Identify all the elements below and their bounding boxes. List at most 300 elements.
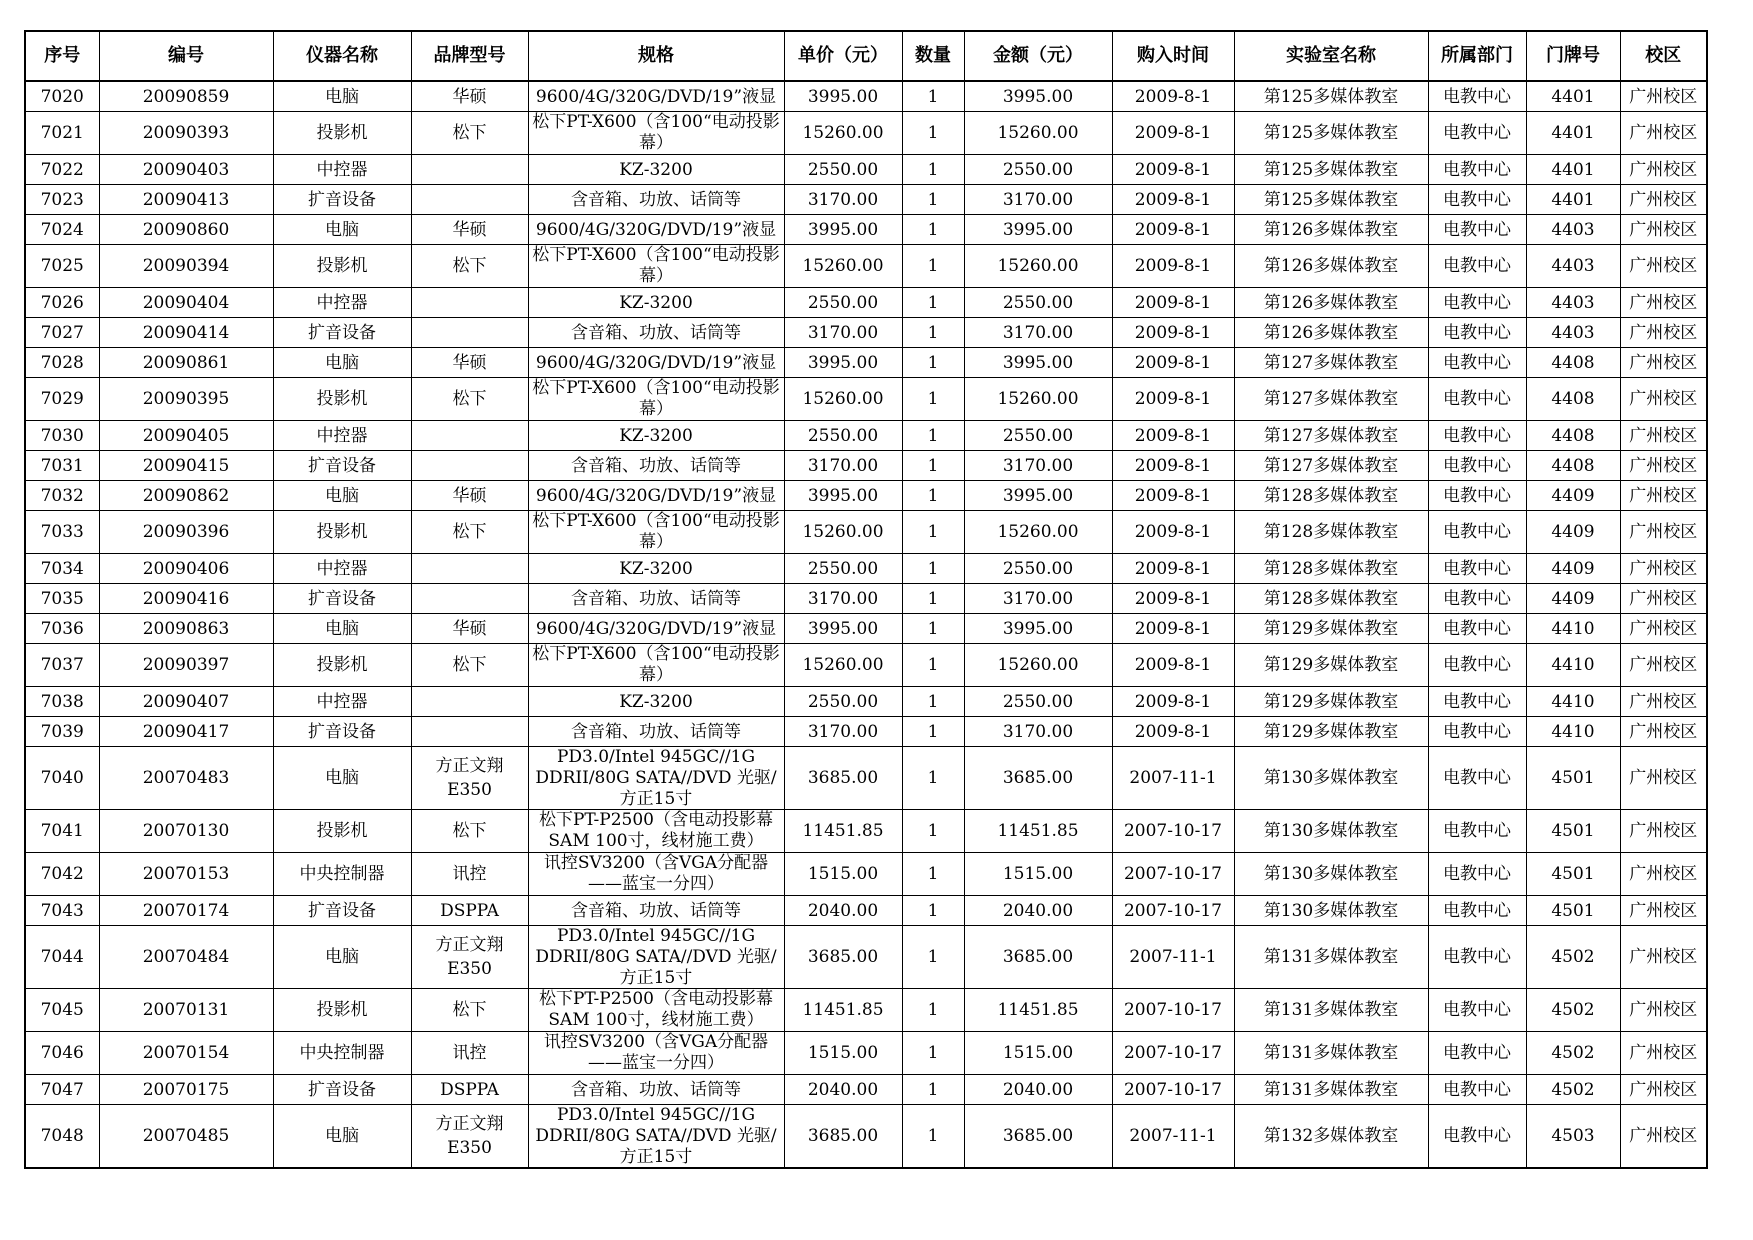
cell-unit-price	[784, 896, 902, 926]
cell-instrument-name	[273, 1032, 411, 1075]
cell-campus-text: 广州校区	[1629, 655, 1698, 675]
cell-quantity	[902, 1075, 964, 1105]
cell-lab-name	[1234, 926, 1428, 989]
cell-brand-model-text: 松下	[452, 655, 487, 675]
cell-department	[1428, 245, 1526, 288]
cell-spec	[528, 378, 784, 421]
cell-unit-price-text: 2040.00	[807, 900, 879, 921]
cell-brand-model	[411, 989, 528, 1032]
cell-quantity-text: 1	[927, 618, 939, 639]
cell-brand-model	[411, 348, 528, 378]
cell-spec-text: 含音箱、功放、话筒等	[571, 721, 741, 742]
cell-department-text: 电教中心	[1443, 123, 1511, 143]
cell-instrument-name-text: 投影机	[316, 123, 368, 143]
cell-quantity-text: 1	[927, 1079, 939, 1100]
table-row	[25, 318, 1707, 348]
cell-code-text: 20070175	[142, 1079, 230, 1100]
cell-unit-price-text: 3995.00	[807, 485, 879, 506]
cell-room-number-text: 4502	[1551, 947, 1595, 967]
cell-campus-text: 广州校区	[1629, 292, 1698, 313]
cell-purchase-date	[1112, 288, 1234, 318]
cell-campus	[1620, 421, 1707, 451]
cell-seq	[25, 644, 99, 687]
cell-lab-name	[1234, 584, 1428, 614]
cell-spec	[528, 112, 784, 155]
cell-unit-price-text: 3170.00	[807, 455, 879, 476]
cell-purchase-date	[1112, 155, 1234, 185]
cell-seq-text: 7028	[40, 352, 84, 373]
cell-code	[99, 554, 273, 584]
cell-room-number	[1526, 511, 1620, 554]
cell-department	[1428, 853, 1526, 896]
cell-amount	[964, 989, 1112, 1032]
cell-instrument-name	[273, 853, 411, 896]
cell-purchase-date	[1112, 614, 1234, 644]
cell-seq	[25, 81, 99, 112]
cell-quantity-text: 1	[927, 425, 939, 446]
cell-unit-price	[784, 614, 902, 644]
cell-code-text: 20090407	[142, 691, 230, 712]
cell-code	[99, 614, 273, 644]
table-row	[25, 81, 1707, 112]
cell-lab-name-text: 第125多媒体教室	[1263, 86, 1399, 107]
cell-department-text: 电教中心	[1443, 821, 1511, 841]
cell-instrument-name-text: 中控器	[316, 159, 368, 180]
cell-quantity-text: 1	[927, 256, 939, 276]
cell-room-number	[1526, 451, 1620, 481]
cell-instrument-name	[273, 348, 411, 378]
header-instrument-name: 仪器名称	[273, 31, 411, 81]
cell-seq	[25, 511, 99, 554]
cell-lab-name	[1234, 687, 1428, 717]
cell-quantity	[902, 481, 964, 511]
header-room-number: 门牌号	[1526, 31, 1620, 81]
cell-quantity	[902, 81, 964, 112]
cell-lab-name	[1234, 451, 1428, 481]
cell-purchase-date-text: 2009-8-1	[1134, 123, 1212, 143]
cell-instrument-name-text: 电脑	[325, 618, 359, 639]
cell-lab-name	[1234, 288, 1428, 318]
cell-instrument-name-text: 扩音设备	[308, 721, 376, 742]
cell-brand-model	[411, 926, 528, 989]
cell-purchase-date-text: 2009-8-1	[1134, 425, 1212, 446]
cell-seq-text: 7031	[40, 455, 84, 476]
cell-brand-model-text: 华硕	[452, 618, 487, 639]
cell-campus-text: 广州校区	[1629, 256, 1698, 276]
cell-amount-text: 3170.00	[1002, 721, 1074, 742]
cell-brand-model-text: DSPPA	[440, 1079, 499, 1100]
cell-lab-name-text: 第130多媒体教室	[1263, 821, 1399, 841]
cell-department	[1428, 644, 1526, 687]
cell-department-text: 电教中心	[1443, 322, 1511, 343]
cell-seq	[25, 1075, 99, 1105]
header-amount: 金额（元）	[964, 31, 1112, 81]
cell-campus-text: 广州校区	[1629, 219, 1698, 240]
cell-lab-name	[1234, 554, 1428, 584]
cell-instrument-name-text: 中控器	[316, 425, 368, 446]
cell-purchase-date-text: 2009-8-1	[1134, 721, 1212, 742]
cell-purchase-date-text: 2009-8-1	[1134, 189, 1212, 210]
cell-instrument-name	[273, 155, 411, 185]
cell-instrument-name-text: 电脑	[325, 352, 359, 373]
cell-campus-text: 广州校区	[1629, 352, 1698, 373]
cell-quantity-text: 1	[927, 322, 939, 343]
cell-spec	[528, 318, 784, 348]
cell-seq-text: 7024	[40, 219, 84, 240]
cell-unit-price-text: 1515.00	[807, 864, 879, 884]
cell-amount	[964, 185, 1112, 215]
cell-unit-price	[784, 81, 902, 112]
cell-brand-model	[411, 717, 528, 747]
cell-code-text: 20090415	[142, 455, 230, 476]
cell-department-text: 电教中心	[1443, 389, 1511, 409]
cell-department	[1428, 421, 1526, 451]
cell-amount	[964, 511, 1112, 554]
cell-room-number	[1526, 853, 1620, 896]
cell-brand-model	[411, 378, 528, 421]
cell-amount	[964, 717, 1112, 747]
cell-code	[99, 318, 273, 348]
cell-code	[99, 155, 273, 185]
cell-instrument-name	[273, 318, 411, 348]
cell-code	[99, 1075, 273, 1105]
cell-code-text: 20070174	[142, 900, 230, 921]
cell-unit-price	[784, 989, 902, 1032]
cell-amount-text: 3685.00	[1002, 947, 1074, 967]
cell-department-text: 电教中心	[1443, 522, 1511, 542]
cell-purchase-date-text: 2009-8-1	[1134, 655, 1212, 675]
cell-quantity-text: 1	[927, 1000, 939, 1020]
cell-quantity	[902, 989, 964, 1032]
cell-amount-text: 3170.00	[1002, 588, 1074, 609]
cell-instrument-name-text: 投影机	[316, 655, 368, 675]
cell-purchase-date	[1112, 215, 1234, 245]
cell-lab-name-text: 第128多媒体教室	[1263, 588, 1399, 609]
cell-seq	[25, 112, 99, 155]
cell-brand-model	[411, 511, 528, 554]
cell-amount	[964, 810, 1112, 853]
cell-campus-text: 广州校区	[1629, 1000, 1698, 1020]
cell-spec-text: 松下PT-X600（含100“电动投影幕）	[532, 644, 780, 685]
cell-amount-text: 3995.00	[1002, 485, 1074, 506]
cell-unit-price-text: 3170.00	[807, 721, 879, 742]
cell-amount	[964, 318, 1112, 348]
cell-instrument-name-text: 电脑	[325, 1126, 359, 1146]
cell-quantity-text: 1	[927, 292, 939, 313]
cell-amount	[964, 81, 1112, 112]
cell-instrument-name	[273, 747, 411, 810]
cell-seq-text: 7048	[40, 1126, 84, 1146]
cell-lab-name	[1234, 614, 1428, 644]
cell-department-text: 电教中心	[1443, 352, 1511, 373]
cell-spec	[528, 511, 784, 554]
cell-seq-text: 7042	[40, 864, 84, 884]
cell-amount	[964, 747, 1112, 810]
cell-spec-text: 松下PT-X600（含100“电动投影幕）	[532, 245, 780, 286]
cell-code-text: 20090393	[142, 123, 230, 143]
cell-quantity-text: 1	[927, 768, 939, 788]
cell-amount	[964, 481, 1112, 511]
cell-seq	[25, 1032, 99, 1075]
cell-campus	[1620, 185, 1707, 215]
cell-seq	[25, 348, 99, 378]
header-purchase-date: 购入时间	[1112, 31, 1234, 81]
cell-department	[1428, 155, 1526, 185]
cell-instrument-name	[273, 81, 411, 112]
cell-campus	[1620, 554, 1707, 584]
cell-campus	[1620, 288, 1707, 318]
cell-purchase-date-text: 2009-8-1	[1134, 352, 1212, 373]
cell-instrument-name	[273, 554, 411, 584]
cell-instrument-name-text: 投影机	[316, 1000, 368, 1020]
table-row	[25, 348, 1707, 378]
cell-spec	[528, 926, 784, 989]
cell-quantity	[902, 644, 964, 687]
cell-seq	[25, 155, 99, 185]
cell-seq	[25, 717, 99, 747]
cell-campus-text: 广州校区	[1629, 425, 1698, 446]
cell-department-text: 电教中心	[1443, 588, 1511, 609]
cell-instrument-name	[273, 112, 411, 155]
cell-spec	[528, 288, 784, 318]
cell-campus-text: 广州校区	[1629, 322, 1698, 343]
cell-amount-text: 2550.00	[1002, 425, 1074, 446]
cell-spec-text: 含音箱、功放、话筒等	[571, 322, 741, 343]
cell-code-text: 20090416	[142, 588, 230, 609]
cell-brand-model	[411, 747, 528, 810]
cell-amount-text: 15260.00	[997, 123, 1079, 143]
cell-code	[99, 421, 273, 451]
cell-campus	[1620, 1075, 1707, 1105]
cell-seq	[25, 215, 99, 245]
cell-lab-name-text: 第130多媒体教室	[1263, 864, 1399, 884]
cell-instrument-name	[273, 644, 411, 687]
cell-purchase-date	[1112, 989, 1234, 1032]
cell-room-number	[1526, 481, 1620, 511]
cell-code-text: 20070131	[142, 1000, 230, 1020]
cell-unit-price-text: 2550.00	[807, 558, 879, 579]
cell-department	[1428, 717, 1526, 747]
cell-lab-name-text: 第125多媒体教室	[1263, 159, 1399, 180]
cell-quantity-text: 1	[927, 691, 939, 712]
header-brand-model: 品牌型号	[411, 31, 528, 81]
cell-purchase-date-text: 2007-11-1	[1129, 947, 1217, 967]
cell-quantity	[902, 245, 964, 288]
cell-room-number-text: 4501	[1551, 768, 1595, 788]
cell-unit-price-text: 2550.00	[807, 425, 879, 446]
cell-unit-price	[784, 554, 902, 584]
cell-campus	[1620, 747, 1707, 810]
cell-instrument-name-text: 中控器	[316, 558, 368, 579]
cell-instrument-name-text: 投影机	[316, 256, 368, 276]
cell-spec-text: PD3.0/Intel 945GC//1G DDRII/80G SATA//DVD 光驱/方正15寸	[535, 926, 777, 988]
cell-campus-text: 广州校区	[1629, 1126, 1698, 1146]
cell-department	[1428, 81, 1526, 112]
cell-spec-text: 9600/4G/320G/DVD/19”液显	[535, 86, 777, 107]
cell-code	[99, 112, 273, 155]
cell-room-number	[1526, 989, 1620, 1032]
cell-room-number-text: 4409	[1551, 588, 1595, 609]
cell-lab-name-text: 第131多媒体教室	[1263, 947, 1399, 967]
cell-code	[99, 81, 273, 112]
cell-unit-price	[784, 810, 902, 853]
cell-purchase-date-text: 2009-8-1	[1134, 389, 1212, 409]
cell-room-number	[1526, 1075, 1620, 1105]
cell-department-text: 电教中心	[1443, 721, 1511, 742]
cell-amount	[964, 554, 1112, 584]
cell-seq-text: 7040	[40, 768, 84, 788]
cell-unit-price	[784, 926, 902, 989]
cell-unit-price	[784, 112, 902, 155]
cell-brand-model	[411, 81, 528, 112]
cell-instrument-name	[273, 378, 411, 421]
cell-code	[99, 717, 273, 747]
cell-unit-price	[784, 481, 902, 511]
cell-department	[1428, 1075, 1526, 1105]
table-row	[25, 989, 1707, 1032]
cell-department	[1428, 1032, 1526, 1075]
cell-spec	[528, 853, 784, 896]
cell-instrument-name	[273, 421, 411, 451]
cell-lab-name	[1234, 853, 1428, 896]
cell-room-number-text: 4410	[1551, 618, 1595, 639]
cell-instrument-name	[273, 584, 411, 614]
cell-seq-text: 7043	[40, 900, 84, 921]
cell-department-text: 电教中心	[1443, 768, 1511, 788]
cell-department-text: 电教中心	[1443, 691, 1511, 712]
cell-spec-text: 松下PT-X600（含100“电动投影幕）	[532, 511, 780, 552]
cell-instrument-name-text: 电脑	[325, 219, 359, 240]
cell-quantity-text: 1	[927, 588, 939, 609]
cell-seq	[25, 747, 99, 810]
cell-quantity-text: 1	[927, 821, 939, 841]
equipment-table	[24, 30, 1708, 1169]
cell-spec	[528, 185, 784, 215]
cell-quantity	[902, 215, 964, 245]
cell-room-number	[1526, 644, 1620, 687]
cell-room-number-text: 4408	[1551, 352, 1595, 373]
table-row	[25, 554, 1707, 584]
cell-brand-model	[411, 288, 528, 318]
cell-department-text: 电教中心	[1443, 485, 1511, 506]
cell-lab-name-text: 第131多媒体教室	[1263, 1079, 1399, 1100]
cell-department-text: 电教中心	[1443, 1126, 1511, 1146]
cell-lab-name	[1234, 81, 1428, 112]
cell-purchase-date-text: 2009-8-1	[1134, 86, 1212, 107]
header-unit-price: 单价（元）	[784, 31, 902, 81]
cell-seq	[25, 288, 99, 318]
cell-lab-name-text: 第128多媒体教室	[1263, 558, 1399, 579]
cell-instrument-name-text: 投影机	[316, 389, 368, 409]
cell-quantity	[902, 1032, 964, 1075]
cell-room-number	[1526, 421, 1620, 451]
cell-seq-text: 7021	[40, 123, 84, 143]
cell-spec	[528, 1032, 784, 1075]
cell-purchase-date	[1112, 853, 1234, 896]
cell-lab-name	[1234, 155, 1428, 185]
cell-campus	[1620, 853, 1707, 896]
cell-spec-text: 9600/4G/320G/DVD/19”液显	[535, 352, 777, 373]
cell-seq	[25, 378, 99, 421]
cell-seq-text: 7045	[40, 1000, 84, 1020]
cell-lab-name-text: 第126多媒体教室	[1263, 292, 1399, 313]
cell-lab-name	[1234, 245, 1428, 288]
cell-instrument-name	[273, 810, 411, 853]
cell-amount-text: 3995.00	[1002, 86, 1074, 107]
cell-lab-name	[1234, 717, 1428, 747]
cell-purchase-date-text: 2007-10-17	[1123, 821, 1222, 841]
cell-purchase-date	[1112, 896, 1234, 926]
cell-instrument-name	[273, 511, 411, 554]
cell-campus	[1620, 810, 1707, 853]
table-row	[25, 584, 1707, 614]
cell-quantity-text: 1	[927, 522, 939, 542]
cell-seq	[25, 451, 99, 481]
cell-brand-model	[411, 155, 528, 185]
cell-spec-text: 9600/4G/320G/DVD/19”液显	[535, 618, 777, 639]
cell-room-number-text: 4501	[1551, 900, 1595, 921]
cell-unit-price-text: 3170.00	[807, 588, 879, 609]
cell-quantity	[902, 747, 964, 810]
cell-code-text: 20090406	[142, 558, 230, 579]
cell-quantity	[902, 288, 964, 318]
cell-campus-text: 广州校区	[1629, 86, 1698, 107]
cell-instrument-name-text: 扩音设备	[308, 900, 376, 921]
cell-brand-model	[411, 421, 528, 451]
cell-campus	[1620, 215, 1707, 245]
cell-brand-model	[411, 896, 528, 926]
cell-amount	[964, 584, 1112, 614]
cell-brand-model-text: 松下	[452, 1000, 487, 1020]
cell-seq-text: 7046	[40, 1043, 84, 1063]
cell-amount-text: 3995.00	[1002, 219, 1074, 240]
cell-spec-text: 松下PT-P2500（含电动投影幕SAM 100寸，线材施工费）	[538, 810, 774, 851]
cell-department-text: 电教中心	[1443, 256, 1511, 276]
cell-unit-price	[784, 1105, 902, 1169]
cell-code-text: 20090396	[142, 522, 230, 542]
cell-seq-text: 7022	[40, 159, 84, 180]
cell-spec-text: KZ-3200	[619, 159, 693, 180]
cell-purchase-date-text: 2007-10-17	[1123, 1043, 1222, 1063]
table-row	[25, 614, 1707, 644]
cell-lab-name	[1234, 644, 1428, 687]
cell-instrument-name-text: 中控器	[316, 691, 368, 712]
cell-amount-text: 2040.00	[1002, 900, 1074, 921]
cell-seq-text: 7044	[40, 947, 84, 967]
cell-campus-text: 广州校区	[1629, 1079, 1698, 1100]
cell-seq-text: 7023	[40, 189, 84, 210]
cell-unit-price-text: 3170.00	[807, 189, 879, 210]
cell-brand-model-text: 方正文翔E350	[435, 1114, 504, 1158]
cell-brand-model	[411, 644, 528, 687]
cell-instrument-name	[273, 245, 411, 288]
cell-room-number	[1526, 185, 1620, 215]
cell-seq	[25, 318, 99, 348]
cell-brand-model-text: DSPPA	[440, 900, 499, 921]
cell-lab-name	[1234, 421, 1428, 451]
cell-instrument-name	[273, 481, 411, 511]
cell-amount-text: 3170.00	[1002, 189, 1074, 210]
cell-amount	[964, 421, 1112, 451]
cell-unit-price	[784, 1032, 902, 1075]
cell-instrument-name-text: 电脑	[325, 768, 359, 788]
cell-instrument-name	[273, 288, 411, 318]
cell-instrument-name	[273, 926, 411, 989]
cell-unit-price-text: 2550.00	[807, 292, 879, 313]
cell-spec	[528, 554, 784, 584]
table-row	[25, 185, 1707, 215]
table-row	[25, 853, 1707, 896]
